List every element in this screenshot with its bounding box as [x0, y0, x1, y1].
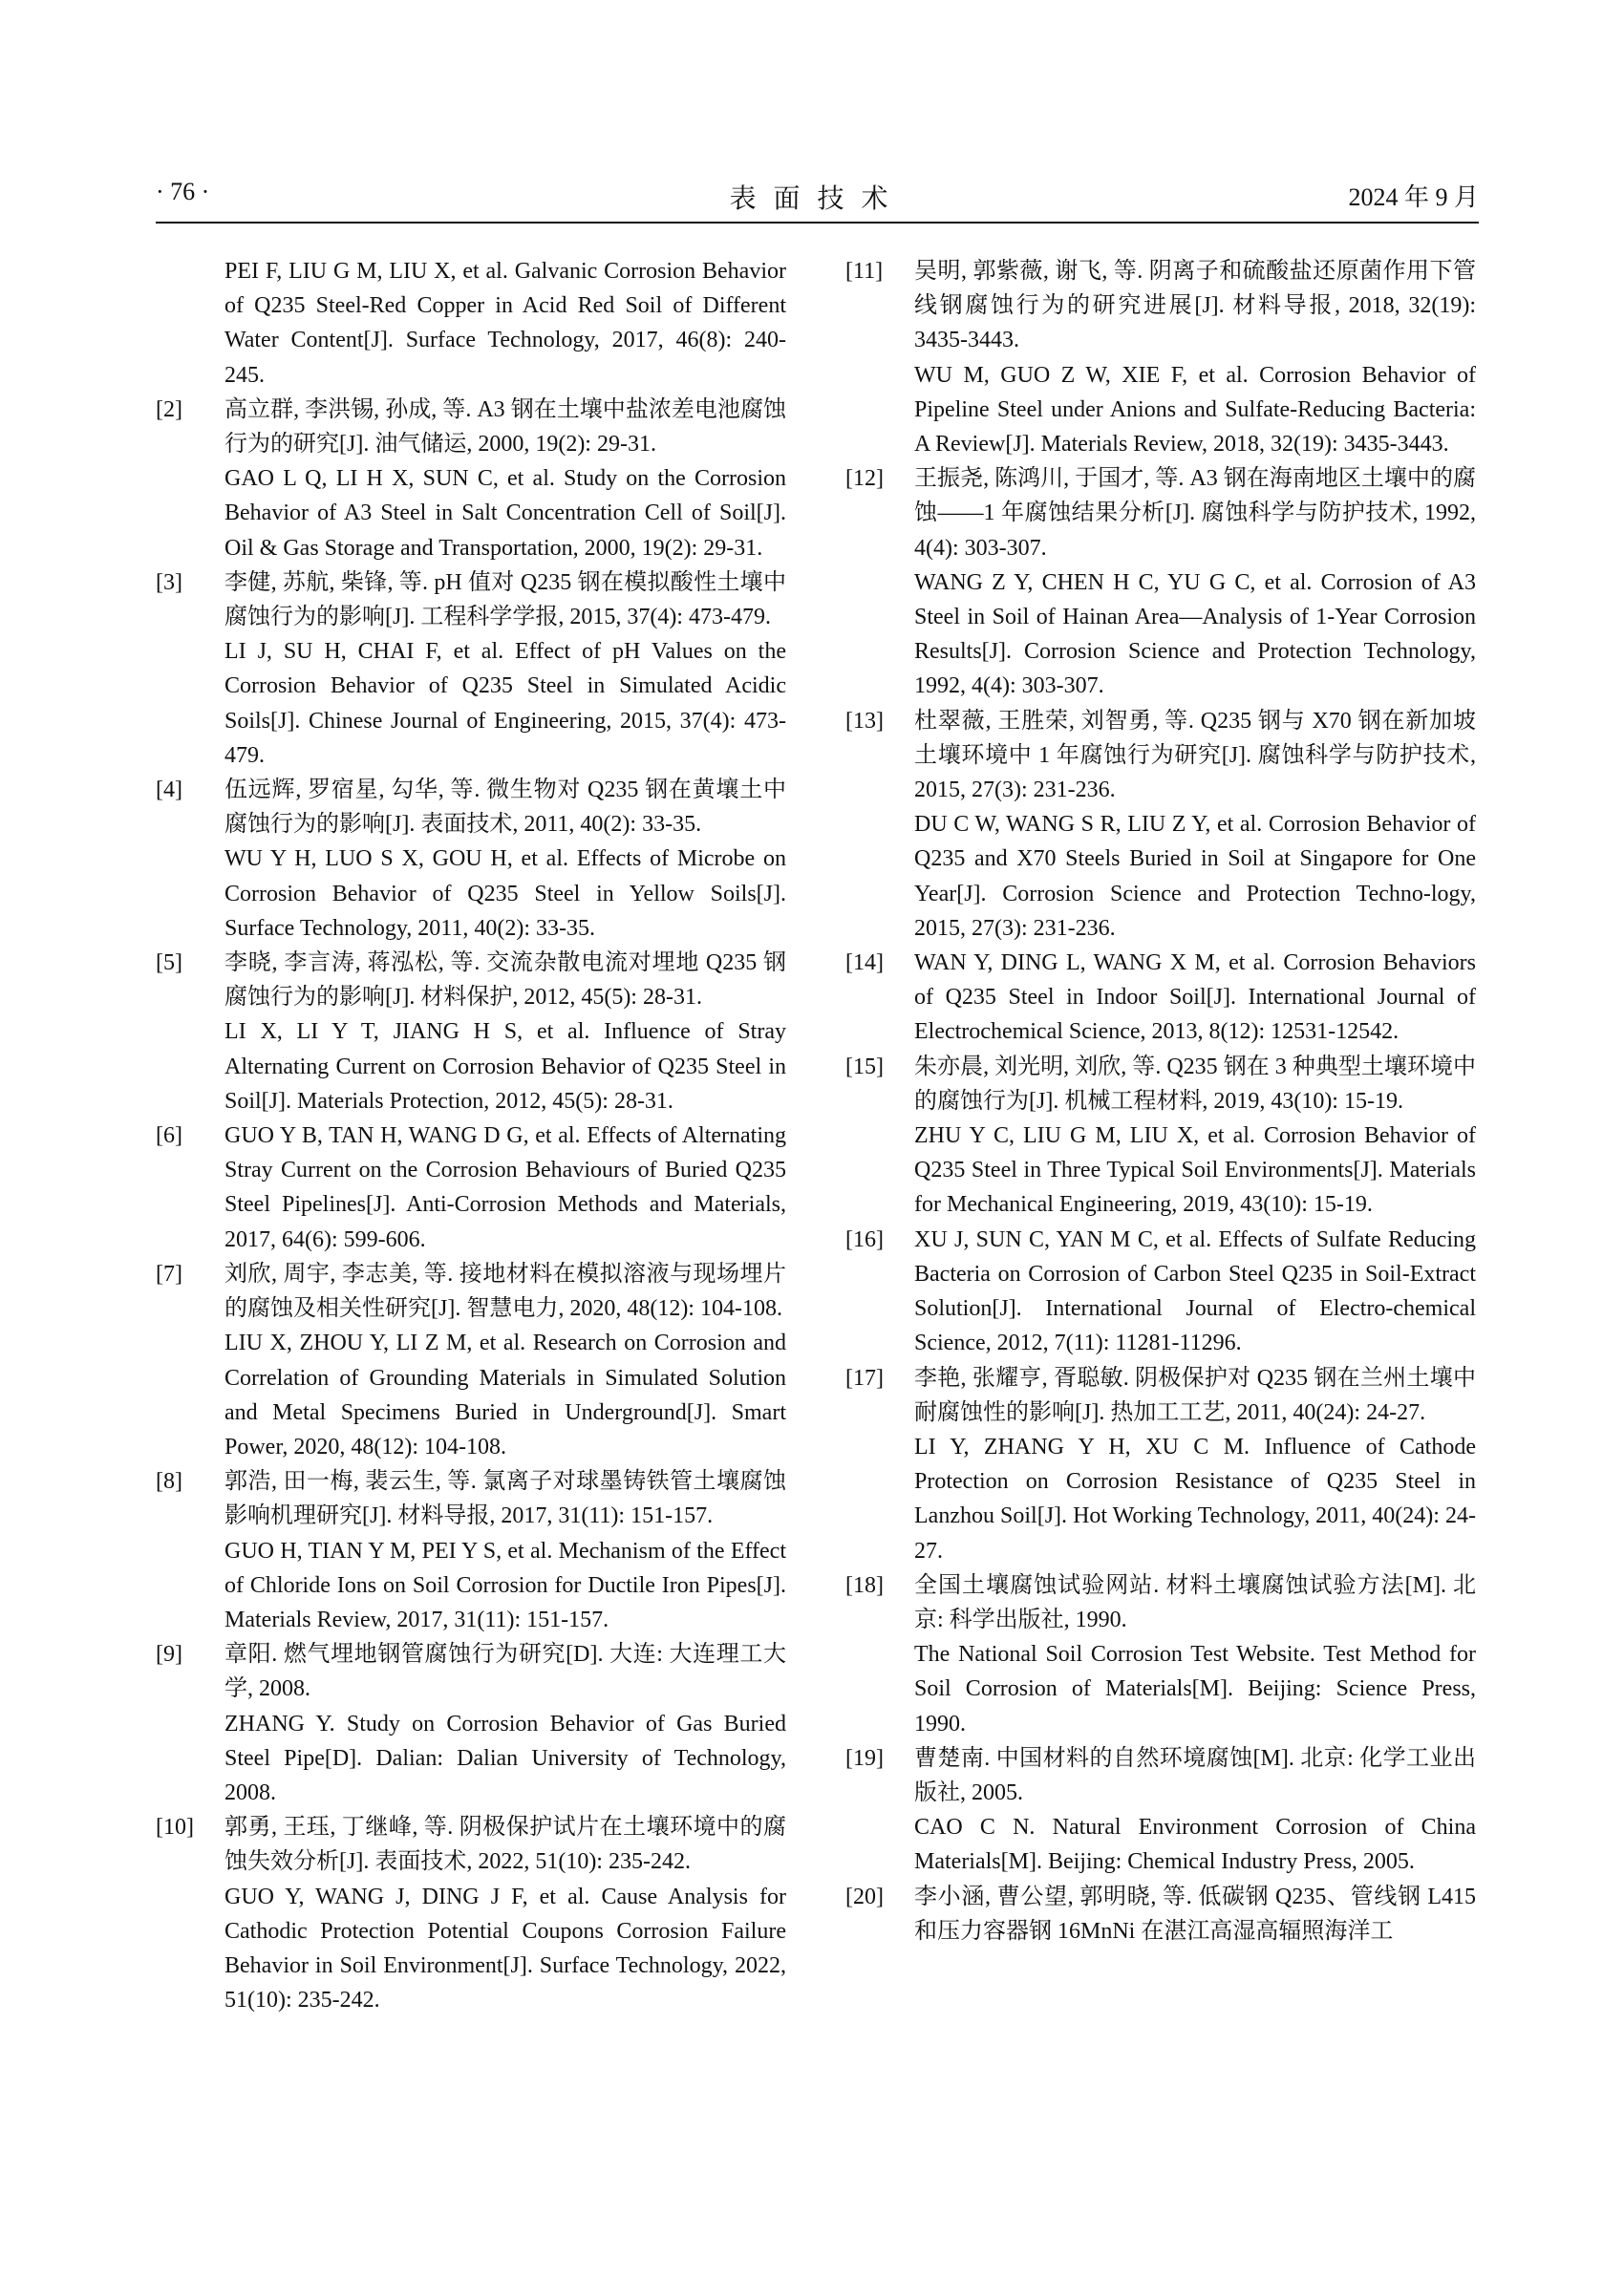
reference-number: [11]	[845, 259, 884, 284]
reference-text-chinese: 高立群, 李洪锡, 孙成, 等. A3 钢在土壤中盐浓差电池腐蚀行为的研究[J]. 油气储运, 2000, 19(2): 29-31.	[224, 396, 786, 458]
reference-number: [6]	[156, 1123, 182, 1149]
reference-number: [18]	[845, 1572, 884, 1598]
reference-item	[845, 1880, 1476, 1949]
reference-text-chinese: 郭勇, 王珏, 丁继峰, 等. 阴极保护试片在土壤环境中的腐蚀失效分析[J]. 表面技术, 2022, 51(10): 235-242.	[224, 1815, 786, 1875]
reference-text-english: LI Y, ZHANG Y H, XU C M. Influence of Cathode Protection on Corrosion Resistance of Q235 Steel in Lanzhou Soil[J]. Hot Working Technology, 2011, 40(24): 24-27.	[914, 1434, 1476, 1564]
reference-text-english: XU J, SUN C, YAN M C, et al. Effects of Sulfate Reducing Bacteria on Corrosion of Carbon Steel Q235 in Soil-Extract Solution[J]. International Journal of Electro-chemical Science, 2012, 7(11): 11281-11296.	[914, 1226, 1476, 1356]
reference-item	[156, 1257, 786, 1464]
reference-text-english: The National Soil Corrosion Test Website. Test Method for Soil Corrosion of Materials[M]. Beijing: Science Press, 1990.	[914, 1642, 1476, 1737]
reference-item	[845, 461, 1476, 703]
reference-number: [2]	[156, 396, 182, 422]
reference-item	[156, 1119, 786, 1257]
page-number: · 76 ·	[156, 178, 210, 205]
reference-item	[156, 773, 786, 946]
reference-text-english: WAN Y, DING L, WANG X M, et al. Corrosion Behaviors of Q235 Steel in Indoor Soil[J]. International Journal of Electrochemical Science, 2013, 8(12): 12531-12542.	[914, 950, 1476, 1045]
reference-number: [13]	[845, 708, 884, 734]
reference-item	[845, 1223, 1476, 1361]
reference-text-chinese: 吴明, 郭紫薇, 谢飞, 等. 阴离子和硫酸盐还原菌作用下管线钢腐蚀行为的研究进展[J]. 材料导报, 2018, 32(19): 3435-3443.	[914, 259, 1476, 353]
reference-text-english: DU C W, WANG S R, LIU Z Y, et al. Corrosion Behavior of Q235 and X70 Steels Buried in Soil at Singapore for One Year[J]. Corrosion Science and Protection Techno-logy, 2015, 27(3): 231-236.	[914, 812, 1476, 941]
reference-number: [19]	[845, 1745, 884, 1771]
reference-column-right	[845, 254, 1476, 1949]
reference-number: [9]	[156, 1642, 182, 1668]
reference-number: [7]	[156, 1261, 182, 1287]
reference-number: [15]	[845, 1054, 884, 1079]
reference-text-chinese: 李健, 苏航, 柴锋, 等. pH 值对 Q235 钢在模拟酸性土壤中腐蚀行为的影响[J]. 工程科学学报, 2015, 37(4): 473-479.	[224, 569, 786, 630]
reference-text-english: LI X, LI Y T, JIANG H S, et al. Influence of Stray Alternating Current on Corrosion Behavior of Q235 Steel in Soil[J]. Materials Protection, 2012, 45(5): 28-31.	[224, 1019, 786, 1114]
reference-text-chinese: 杜翠薇, 王胜荣, 刘智勇, 等. Q235 钢与 X70 钢在新加坡土壤环境中 1 年腐蚀行为研究[J]. 腐蚀科学与防护技术, 2015, 27(3): 231-236.	[914, 708, 1476, 803]
reference-text-english: LIU X, ZHOU Y, LI Z M, et al. Research on Corrosion and Correlation of Grounding Materials in Simulated Solution and Metal Specimens Buried in Underground[J]. Smart Power, 2020, 48(12): 104-108.	[224, 1331, 786, 1460]
header-rule	[156, 222, 1479, 224]
journal-title: 表面技术	[729, 184, 906, 214]
reference-text-chinese: 章阳. 燃气埋地钢管腐蚀行为研究[D]. 大连: 大连理工大学, 2008.	[224, 1642, 786, 1702]
reference-item	[845, 1741, 1476, 1880]
reference-text-english: WANG Z Y, CHEN H C, YU G C, et al. Corrosion of A3 Steel in Soil of Hainan Area—Analysis of 1-Year Corrosion Results[J]. Corrosion Science and Protection Technology, 1992, 4(4): 303-307.	[914, 569, 1476, 699]
reference-item	[156, 1464, 786, 1637]
reference-number: [17]	[845, 1365, 884, 1391]
reference-item	[156, 946, 786, 1119]
reference-item	[845, 946, 1476, 1050]
reference-item	[156, 565, 786, 773]
reference-number: [14]	[845, 950, 884, 976]
reference-number: [4]	[156, 778, 182, 803]
reference-item	[156, 1637, 786, 1810]
reference-number: [8]	[156, 1469, 182, 1495]
reference-text-english: ZHANG Y. Study on Corrosion Behavior of Gas Buried Steel Pipe[D]. Dalian: Dalian University of Technology, 2008.	[224, 1711, 786, 1805]
reference-text-english: WU Y H, LUO S X, GOU H, et al. Effects of Microbe on Corrosion Behavior of Q235 Steel in Yellow Soils[J]. Surface Technology, 2011, 40(2): 33-35.	[224, 846, 786, 941]
reference-text-english: GAO L Q, LI H X, SUN C, et al. Study on the Corrosion Behavior of A3 Steel in Salt Concentration Cell of Soil[J]. Oil & Gas Storage and Transportation, 2000, 19(2): 29-31.	[224, 466, 786, 561]
reference-number: [12]	[845, 466, 884, 492]
reference-item	[845, 1361, 1476, 1568]
reference-text-chinese: 郭浩, 田一梅, 裴云生, 等. 氯离子对球墨铸铁管土壤腐蚀影响机理研究[J]. 材料导报, 2017, 31(11): 151-157.	[224, 1469, 786, 1529]
issue-date: 2024 年 9 月	[1348, 183, 1479, 211]
reference-text-chinese: 刘欣, 周宇, 李志美, 等. 接地材料在模拟溶液与现场埋片的腐蚀及相关性研究[J]. 智慧电力, 2020, 48(12): 104-108.	[224, 1261, 786, 1322]
reference-number: [10]	[156, 1815, 194, 1841]
reference-item	[845, 254, 1476, 461]
page-header	[156, 178, 1479, 220]
reference-text-english: WU M, GUO Z W, XIE F, et al. Corrosion Behavior of Pipeline Steel under Anions and Sulfate-Reducing Bacteria: A Review[J]. Materials Review, 2018, 32(19): 3435-3443.	[914, 362, 1476, 458]
reference-text-chinese: 李晓, 李言涛, 蒋泓松, 等. 交流杂散电流对埋地 Q235 钢腐蚀行为的影响[J]. 材料保护, 2012, 45(5): 28-31.	[224, 950, 786, 1011]
reference-item	[845, 1050, 1476, 1223]
reference-text-english: PEI F, LIU G M, LIU X, et al. Galvanic Corrosion Behavior of Q235 Steel-Red Copper in Acid Red Soil of Different Water Content[J]. Surface Technology, 2017, 46(8): 240-245.	[224, 259, 786, 388]
reference-text-chinese: 朱亦晨, 刘光明, 刘欣, 等. Q235 钢在 3 种典型土壤环境中的腐蚀行为[J]. 机械工程材料, 2019, 43(10): 15-19.	[914, 1054, 1476, 1114]
reference-text-english: GUO Y B, TAN H, WANG D G, et al. Effects of Alternating Stray Current on the Corrosion Behaviours of Buried Q235 Steel Pipelines[J]. Anti-Corrosion Methods and Materials, 2017, 64(6): 599-606.	[224, 1123, 786, 1252]
reference-item	[845, 704, 1476, 946]
reference-item	[156, 393, 786, 565]
reference-text-english: GUO Y, WANG J, DING J F, et al. Cause Analysis for Cathodic Protection Potential Coupons Corrosion Failure Behavior in Soil Environment[J]. Surface Technology, 2022, 51(10): 235-242.	[224, 1884, 786, 2014]
reference-text-english: CAO C N. Natural Environment Corrosion of China Materials[M]. Beijing: Chemical Industry Press, 2005.	[914, 1815, 1476, 1875]
reference-text-english: ZHU Y C, LIU G M, LIU X, et al. Corrosion Behavior of Q235 Steel in Three Typical Soil Environments[J]. Materials for Mechanical Engineering, 2019, 43(10): 15-19.	[914, 1123, 1476, 1218]
reference-text-english: GUO H, TIAN Y M, PEI Y S, et al. Mechanism of the Effect of Chloride Ions on Soil Corrosion for Ductile Iron Pipes[J]. Materials Review, 2017, 31(11): 151-157.	[224, 1538, 786, 1632]
reference-number: [16]	[845, 1226, 884, 1252]
reference-item	[156, 254, 786, 393]
reference-number: [3]	[156, 569, 182, 595]
reference-text-chinese: 李艳, 张耀亨, 胥聪敏. 阴极保护对 Q235 钢在兰州土壤中耐腐蚀性的影响[J]. 热加工工艺, 2011, 40(24): 24-27.	[914, 1365, 1476, 1425]
reference-text-chinese: 伍远辉, 罗宿星, 勾华, 等. 微生物对 Q235 钢在黄壤土中腐蚀行为的影响[J]. 表面技术, 2011, 40(2): 33-35.	[224, 778, 786, 838]
reference-column-left	[156, 254, 786, 2017]
reference-text-chinese: 李小涵, 曹公望, 郭明晓, 等. 低碳钢 Q235、管线钢 L415 和压力容器钢 16MnNi 在湛江高湿高辐照海洋工	[914, 1884, 1476, 1944]
reference-number: [5]	[156, 950, 182, 976]
reference-text-chinese: 全国土壤腐蚀试验网站. 材料土壤腐蚀试验方法[M]. 北京: 科学出版社, 1990.	[914, 1572, 1476, 1632]
reference-number: [20]	[845, 1884, 884, 1909]
reference-text-english: LI J, SU H, CHAI F, et al. Effect of pH Values on the Corrosion Behavior of Q235 Steel in Simulated Acidic Soils[J]. Chinese Journal of Engineering, 2015, 37(4): 473-479.	[224, 639, 786, 768]
reference-item	[845, 1568, 1476, 1741]
reference-text-chinese: 曹楚南. 中国材料的自然环境腐蚀[M]. 北京: 化学工业出版社, 2005.	[914, 1745, 1476, 1805]
reference-item	[156, 1810, 786, 2017]
reference-text-chinese: 王振尧, 陈鸿川, 于国才, 等. A3 钢在海南地区土壤中的腐蚀——1 年腐蚀结果分析[J]. 腐蚀科学与防护技术, 1992, 4(4): 303-307.	[914, 466, 1476, 561]
